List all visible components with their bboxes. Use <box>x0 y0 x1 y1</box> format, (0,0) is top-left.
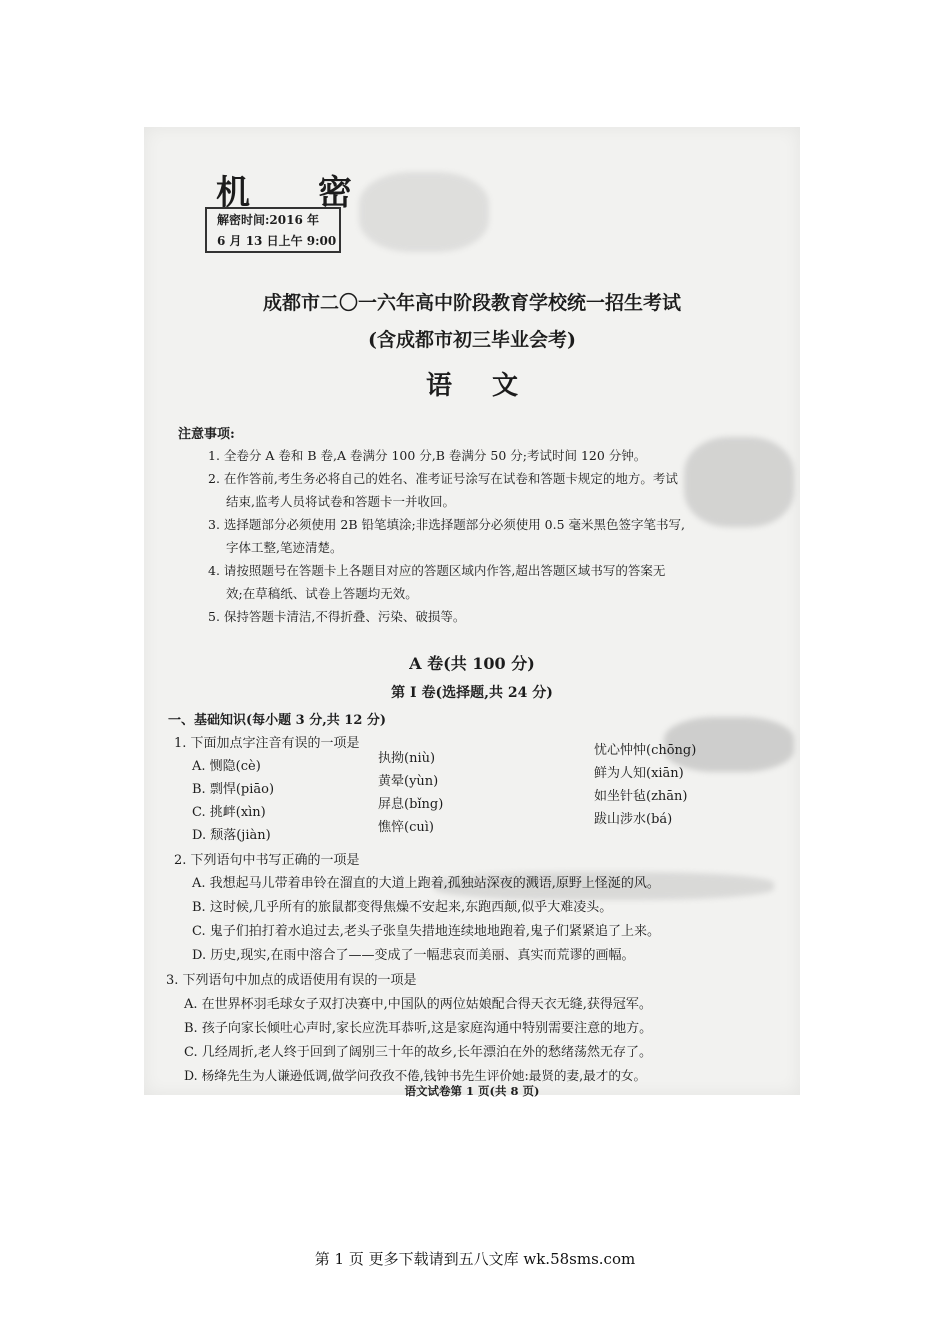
q1-option: 跋山涉水(bá) <box>594 812 673 827</box>
page-footer: 第 1 页 更多下载请到五八文库 wk.58sms.com <box>314 1250 636 1268</box>
notice-heading: 注意事项: <box>178 427 235 442</box>
q1-option: 执拗(niù) <box>378 751 436 766</box>
q2-option: A. 我想起马儿带着串铃在溜直的大道上跑着,孤独站深夜的溅语,原野上怪涎的风。 <box>192 876 660 891</box>
q3-option: D. 杨绛先生为人谦逊低调,做学问孜孜不倦,钱钟书先生评价她:最贤的妻,最才的女。 <box>184 1068 647 1083</box>
q3-option: B. 孩子向家长倾吐心声时,家长应洗耳恭听,这是家庭沟通中特别需要注意的地方。 <box>184 1021 653 1036</box>
confidential-label: 机 密 <box>216 173 380 213</box>
q3-option: A. 在世界杯羽毛球女子双打决赛中,中国队的两位姑娘配合得天衣无缝,获得冠军。 <box>184 997 652 1012</box>
q2-option: B. 这时候,几乎所有的旅鼠都变得焦燥不安起来,东跑西颠,似乎大难凌头。 <box>192 900 613 915</box>
scan-smudge <box>684 437 794 527</box>
unseal-time-stamp <box>205 207 341 253</box>
scan-page-footer: 语文试卷第 1 页(共 8 页) <box>404 1084 540 1098</box>
unseal-time-line2: 6 月 13 日上午 9:00 <box>217 234 337 248</box>
q1-option: 黄晕(yùn) <box>378 774 439 789</box>
q2-option: D. 历史,现实,在雨中溶合了——变成了一幅悲哀而美丽、真实而荒谬的画幅。 <box>192 948 635 963</box>
scan-smudge <box>359 172 489 252</box>
q1-option: A. 恻隐(cè) <box>192 759 261 774</box>
q2-stem: 2. 下列语句中书写正确的一项是 <box>174 853 360 868</box>
q1-stem: 1. 下面加点字注音有误的一项是 <box>174 736 360 751</box>
notice-item: 效;在草稿纸、试卷上答题均无效。 <box>226 586 418 601</box>
q1-option: C. 挑衅(xìn) <box>192 805 266 820</box>
notice-item: 结束,监考人员将试卷和答题卡一并收回。 <box>226 494 455 509</box>
q3-stem: 3. 下列语句中加点的成语使用有误的一项是 <box>166 973 417 988</box>
scanned-exam-page <box>144 127 800 1098</box>
notice-item: 3. 选择题部分必须使用 2B 铅笔填涂;非选择题部分必须使用 0.5 毫米黑色签字笔书写, <box>208 517 685 532</box>
q3-option: C. 几经周折,老人终于回到了阔别三十年的故乡,长年漂泊在外的愁绪荡然无存了。 <box>184 1045 653 1060</box>
part-1-heading: 第 Ⅰ 卷(选择题,共 24 分) <box>391 685 553 701</box>
q2-option: C. 鬼子们拍打着水追过去,老头子张皇失措地连续地地跑着,鬼子们紧紧追了上来。 <box>192 924 661 939</box>
unseal-time-line1: 解密时间:2016 年 <box>217 213 320 227</box>
q1-option: 如坐针毡(zhān) <box>594 789 688 804</box>
q1-option: 屏息(bǐng) <box>378 797 444 812</box>
q1-option: 憔悴(cuì) <box>378 820 434 835</box>
q1-option: 忧心忡忡(chōng) <box>594 743 697 758</box>
notice-item: 字体工整,笔迹清楚。 <box>226 540 343 555</box>
q1-option: B. 剽悍(piāo) <box>192 782 275 797</box>
exam-subtitle: (含成都市初三毕业会考) <box>368 329 576 351</box>
notice-item: 5. 保持答题卡清洁,不得折叠、污染、破损等。 <box>208 609 466 624</box>
subject-title: 语文 <box>425 371 558 401</box>
notice-item: 2. 在作答前,考生务必将自己的姓名、准考证号涂写在试卷和答题卡规定的地方。考试 <box>208 471 678 486</box>
section-a-heading: A 卷(共 100 分) <box>409 654 535 673</box>
exam-title: 成都市二〇一六年高中阶段教育学校统一招生考试 <box>262 292 681 314</box>
notice-item: 4. 请按照题号在答题卡上各题目对应的答题区域内作答,超出答题区域书写的答案无 <box>208 563 666 578</box>
part-heading: 一、基础知识(每小题 3 分,共 12 分) <box>168 713 387 728</box>
q1-option: 鲜为人知(xiān) <box>594 766 684 781</box>
q1-option: D. 颓落(jiàn) <box>192 828 271 843</box>
notice-item: 1. 全卷分 A 卷和 B 卷,A 卷满分 100 分,B 卷满分 50 分;考试时间 120 分钟。 <box>208 448 647 463</box>
